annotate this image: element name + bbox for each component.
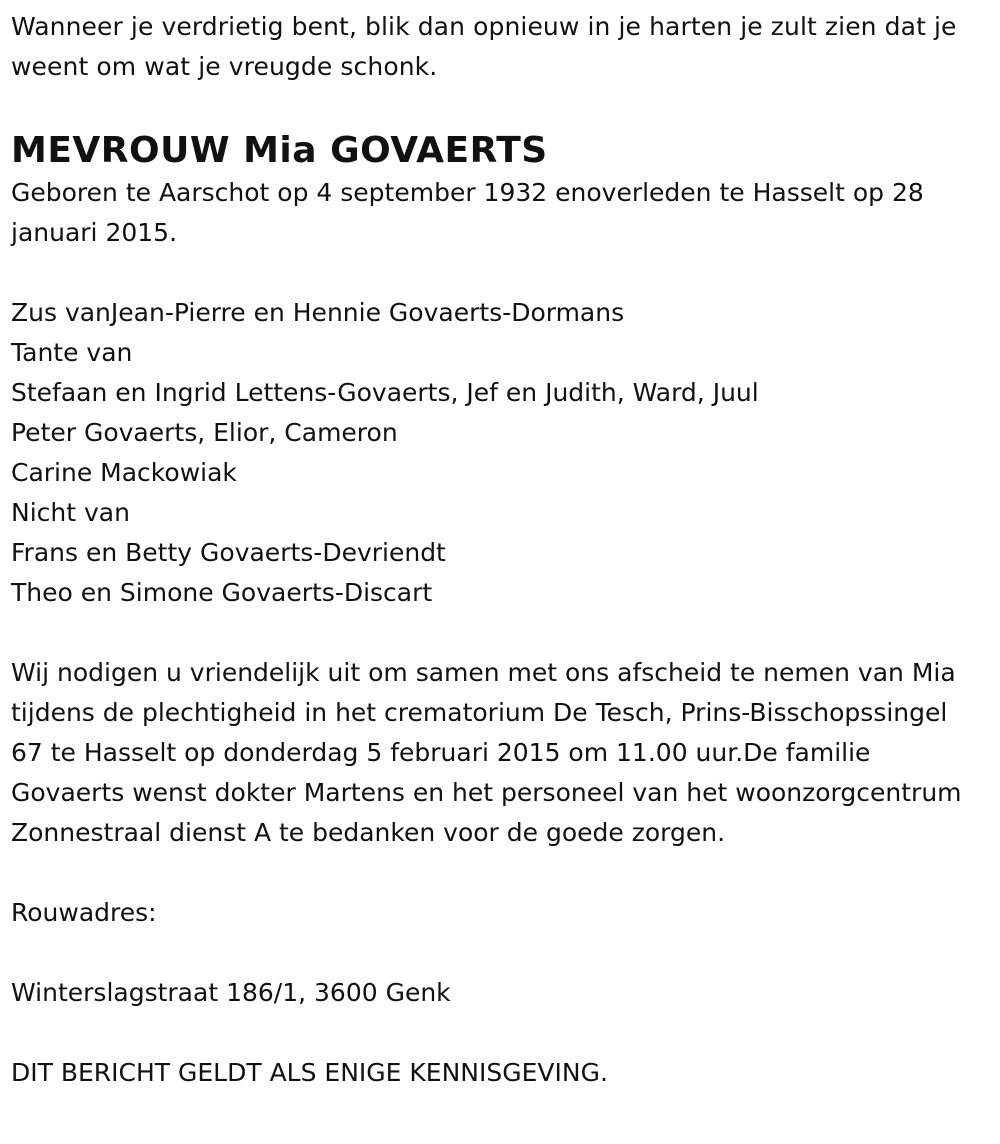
family-list: [11, 293, 986, 613]
quote-text: Wanneer je verdrietig bent, blik dan opnieuw in je harten je zult zien dat je weent om wat je vreugde schonk.: [11, 12, 957, 81]
family-line: Theo en Simone Govaerts-Discart: [11, 578, 433, 607]
family-line: Stefaan en Ingrid Lettens-Govaerts, Jef en Judith, Ward, Juul: [11, 378, 759, 407]
family-line: Carine Mackowiak: [11, 458, 237, 487]
family-line: Nicht van: [11, 498, 130, 527]
address-text: Winterslagstraat 186/1, 3600 Genk: [11, 978, 451, 1007]
notice-text: DIT BERICHT GELDT ALS ENIGE KENNISGEVING.: [11, 1058, 608, 1087]
family-line: Tante van: [11, 338, 133, 367]
birth-death-text: Geboren te Aarschot op 4 september 1932 enoverleden te Hasselt op 28 januari 2015.: [11, 178, 924, 247]
address-label: Rouwadres:: [11, 898, 157, 927]
invitation-text: Wij nodigen u vriendelijk uit om samen met ons afscheid te nemen van Mia tijdens de plechtigheid in het crematorium De Tesch, Prins-Bisschopssingel 67 te Hasselt op donderdag 5 februari 2015 om 11.00 uur.De familie Govaerts wenst dokter Martens en het personeel van het woonzorgcentrum Zonnestraal dienst A te bedanken voor de goede zorgen.: [11, 658, 962, 847]
obituary-document: [11, 0, 986, 1093]
family-line: Zus vanJean-Pierre en Hennie Govaerts-Dormans: [11, 298, 625, 327]
deceased-name: MEVROUW Mia GOVAERTS: [11, 130, 548, 171]
family-line: Peter Govaerts, Elior, Cameron: [11, 418, 398, 447]
family-line: Frans en Betty Govaerts-Devriendt: [11, 538, 446, 567]
